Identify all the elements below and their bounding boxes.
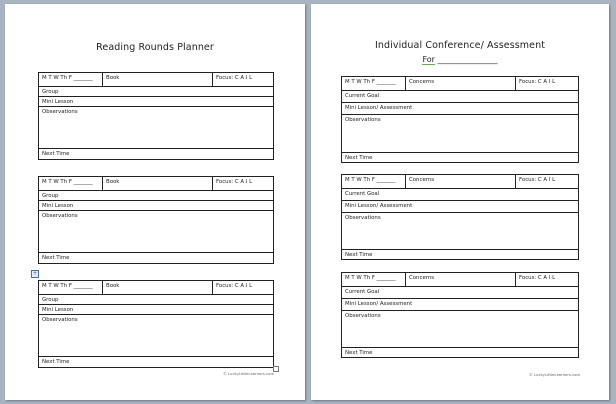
days-cell[interactable]: M T W Th F _______ bbox=[342, 175, 406, 188]
copyright-footer: © LuckyLittleLearners.com bbox=[223, 371, 275, 376]
days-cell[interactable]: M T W Th F _______ bbox=[342, 77, 406, 90]
focus-cell[interactable]: Focus: C A I L bbox=[519, 79, 556, 85]
current-goal-row[interactable]: Current Goal bbox=[342, 287, 578, 299]
concerns-cell[interactable]: Concerns bbox=[406, 77, 516, 90]
header-row bbox=[39, 281, 273, 295]
mini-lesson-row[interactable]: Mini Lesson bbox=[39, 201, 273, 211]
observations-row[interactable]: Observations bbox=[342, 213, 578, 250]
header-row bbox=[39, 73, 273, 87]
header-row bbox=[342, 175, 578, 189]
observations-row[interactable]: Observations bbox=[342, 115, 578, 153]
mini-lesson-assessment-row[interactable]: Mini Lesson/ Assessment bbox=[342, 299, 578, 311]
left-page bbox=[5, 4, 305, 400]
book-cell[interactable]: Book bbox=[103, 73, 213, 86]
days-cell[interactable]: M T W Th F _______ bbox=[39, 281, 103, 294]
group-row[interactable]: Group bbox=[39, 87, 273, 97]
observations-row[interactable]: Observations bbox=[39, 315, 273, 357]
focus-cell[interactable]: Focus: C A I L bbox=[519, 177, 556, 183]
current-goal-row[interactable]: Current Goal bbox=[342, 189, 578, 201]
current-goal-row[interactable]: Current Goal bbox=[342, 91, 578, 103]
copyright-footer: © LuckyLittleLearners.com bbox=[529, 372, 581, 377]
days-cell[interactable]: M T W Th F _______ bbox=[342, 273, 406, 286]
next-time-row[interactable]: Next Time bbox=[345, 350, 373, 356]
focus-cell[interactable]: Focus: C A I L bbox=[216, 283, 253, 289]
next-time-row[interactable]: Next Time bbox=[345, 252, 373, 258]
next-time-row[interactable]: Next Time bbox=[42, 359, 70, 365]
days-cell[interactable]: M T W Th F _______ bbox=[39, 73, 103, 86]
focus-cell[interactable]: Focus: C A I L bbox=[216, 75, 253, 81]
right-page bbox=[311, 4, 609, 400]
conference-block-3[interactable] bbox=[341, 272, 579, 358]
focus-cell[interactable]: Focus: C A I L bbox=[519, 275, 556, 281]
header-row bbox=[342, 77, 578, 91]
observations-row[interactable]: Observations bbox=[342, 311, 578, 348]
focus-cell[interactable]: Focus: C A I L bbox=[216, 179, 253, 185]
concerns-cell[interactable]: Concerns bbox=[406, 273, 516, 286]
concerns-cell[interactable]: Concerns bbox=[406, 175, 516, 188]
conference-block-1[interactable] bbox=[341, 76, 579, 163]
conference-block-2[interactable] bbox=[341, 174, 579, 260]
planner-block-2[interactable] bbox=[38, 176, 274, 264]
page-title: Individual Conference/ Assessment bbox=[374, 40, 546, 51]
move-handle-icon[interactable]: + bbox=[32, 270, 38, 277]
mini-lesson-assessment-row[interactable]: Mini Lesson/ Assessment bbox=[342, 103, 578, 115]
for-line[interactable] bbox=[311, 55, 609, 64]
mini-lesson-assessment-row[interactable]: Mini Lesson/ Assessment bbox=[342, 201, 578, 213]
next-time-row[interactable]: Next Time bbox=[42, 151, 70, 157]
days-cell[interactable]: M T W Th F _______ bbox=[39, 177, 103, 190]
mini-lesson-row[interactable]: Mini Lesson bbox=[39, 97, 273, 107]
page-title: Reading Rounds Planner bbox=[96, 42, 214, 53]
header-row bbox=[39, 177, 273, 191]
next-time-row[interactable]: Next Time bbox=[42, 255, 70, 261]
mini-lesson-row[interactable]: Mini Lesson bbox=[39, 305, 273, 315]
planner-block-1[interactable] bbox=[38, 72, 274, 160]
book-cell[interactable]: Book bbox=[103, 177, 213, 190]
observations-row[interactable]: Observations bbox=[39, 211, 273, 253]
planner-block-3[interactable] bbox=[38, 280, 274, 368]
for-blank: _______________ bbox=[434, 55, 498, 64]
book-cell[interactable]: Book bbox=[103, 281, 213, 294]
observations-row[interactable]: Observations bbox=[39, 107, 273, 149]
header-row bbox=[342, 273, 578, 287]
next-time-row[interactable]: Next Time bbox=[345, 155, 373, 161]
group-row[interactable]: Group bbox=[39, 191, 273, 201]
group-row[interactable]: Group bbox=[39, 295, 273, 305]
for-label: For bbox=[422, 55, 435, 64]
